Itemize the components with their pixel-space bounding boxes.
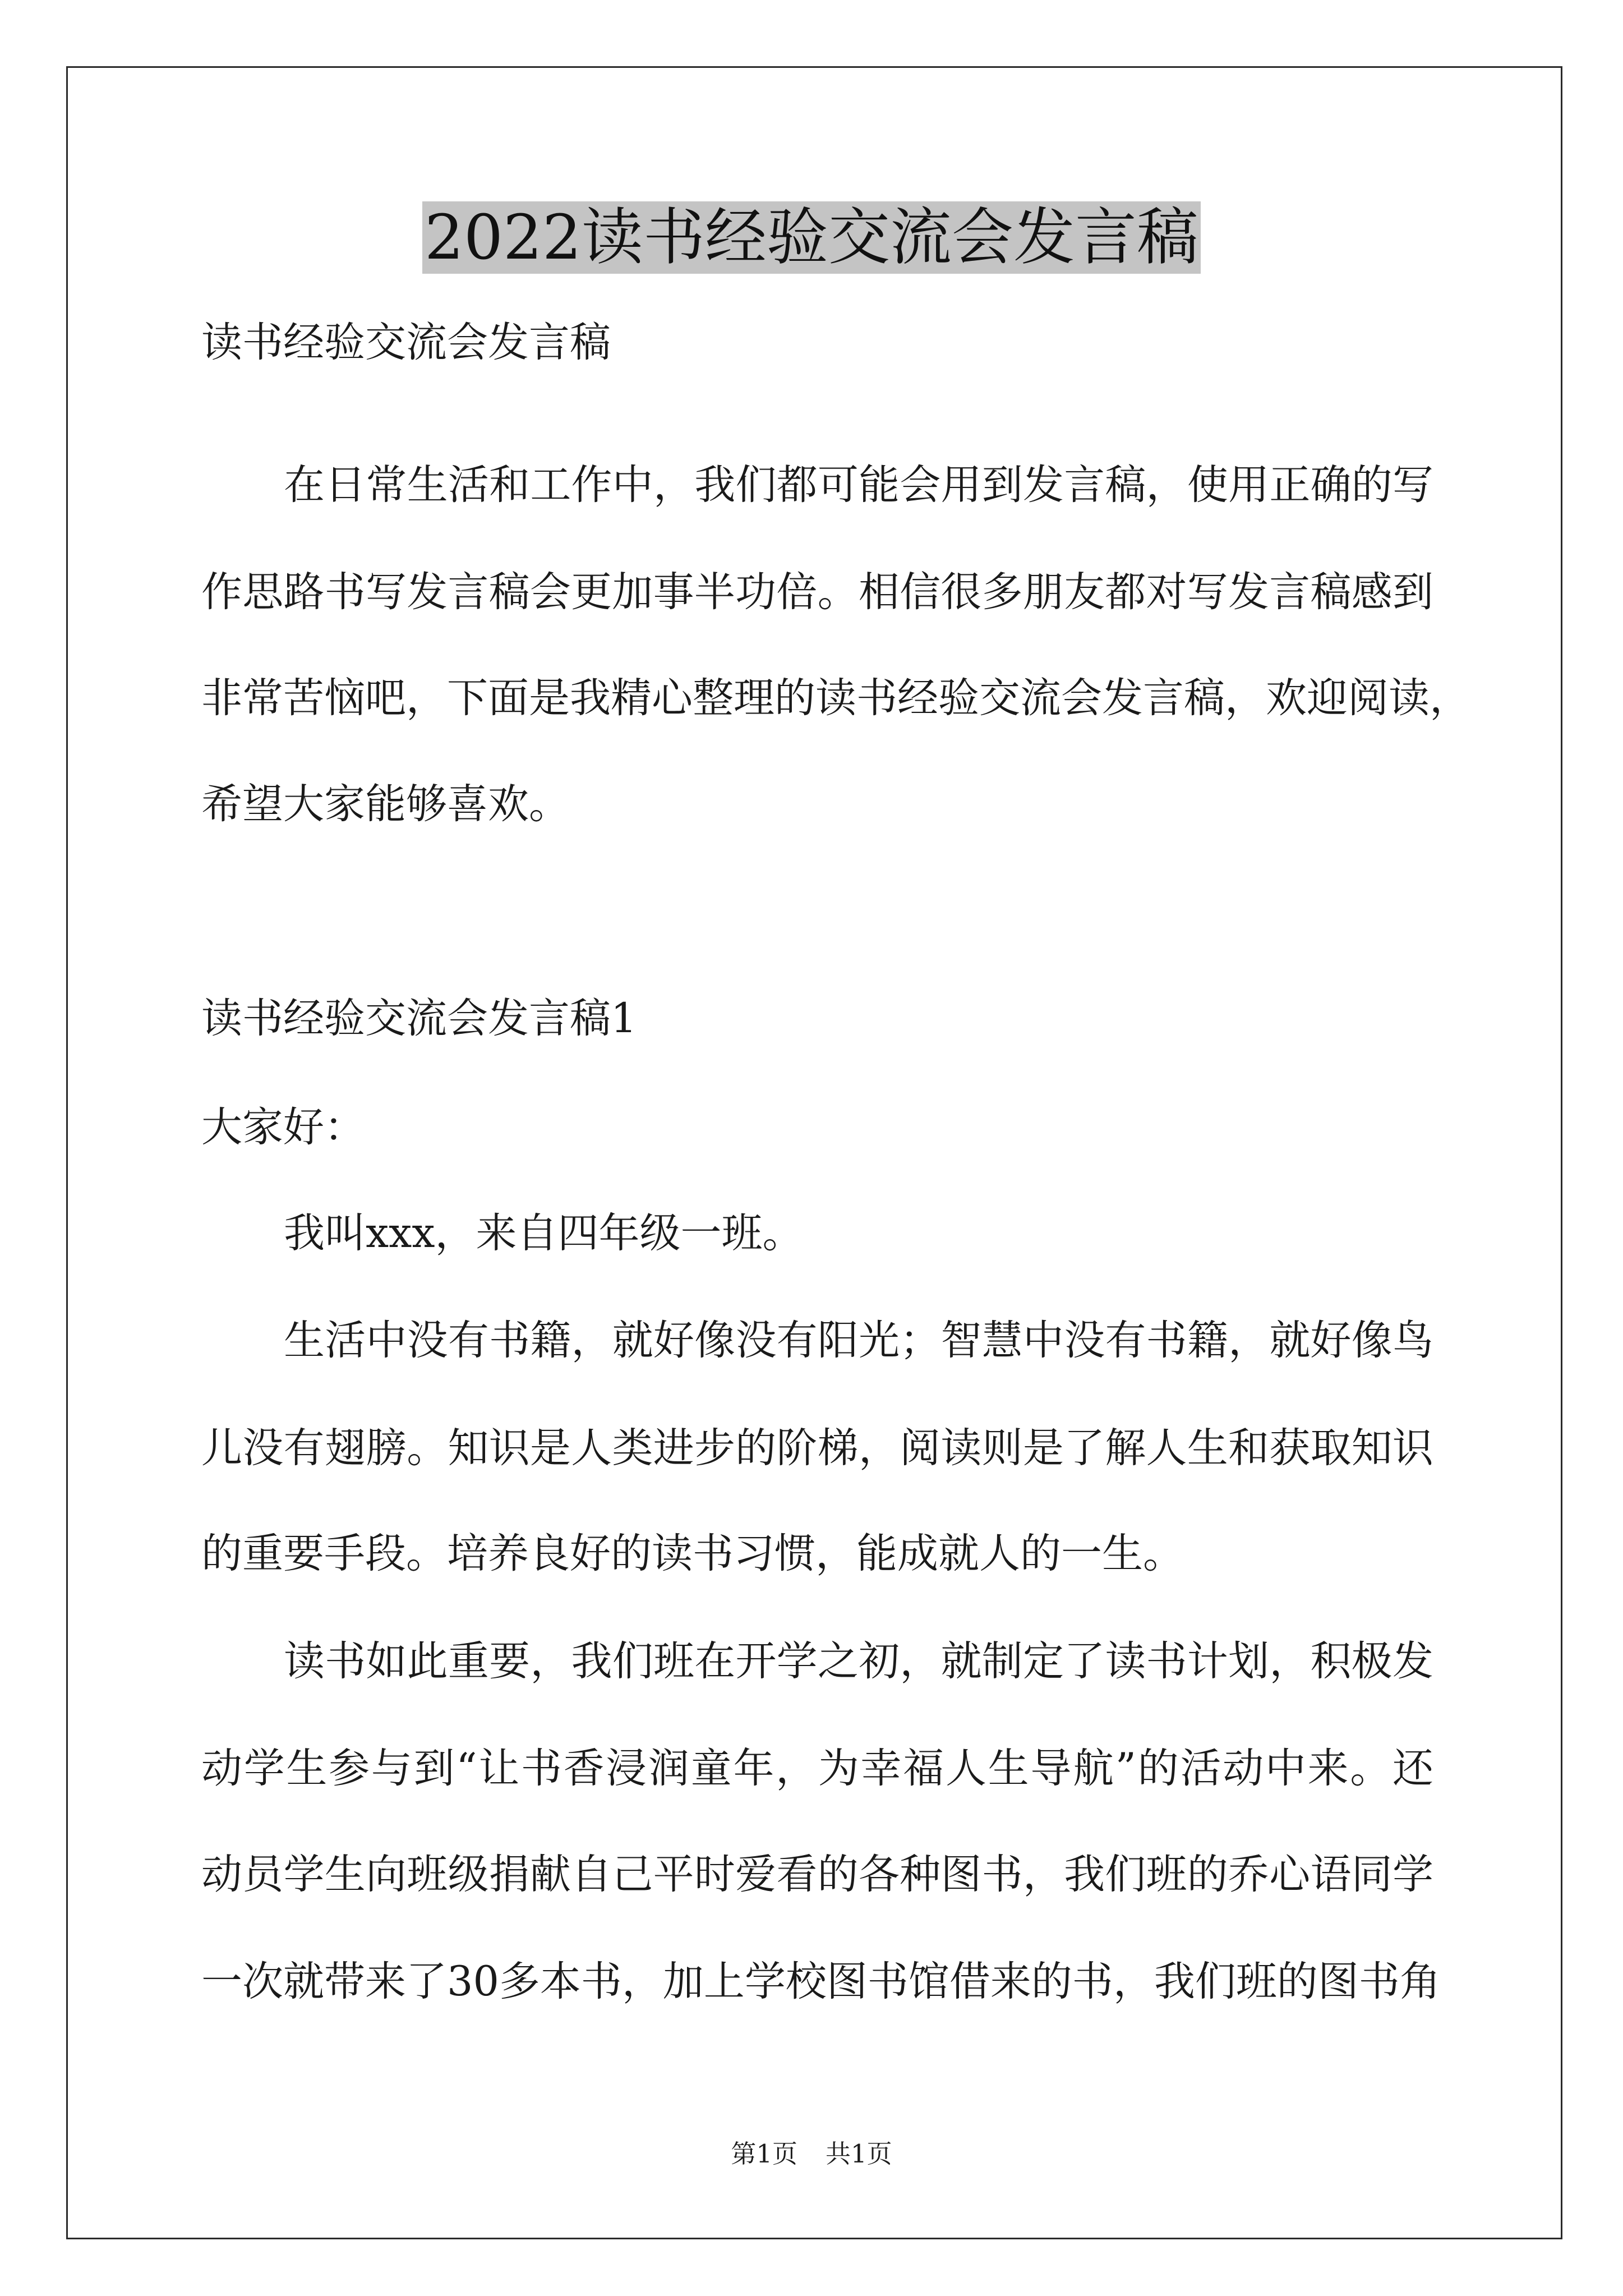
footer-page-number: 第1页 [731, 2139, 797, 2169]
intro-line-2: 作思路书写发言稿会更加事半功倍。相信很多朋友都对写发言稿感到 [201, 568, 1433, 616]
paragraph-2-line-2: 儿没有翅膀。知识是人类进步的阶梯，阅读则是了解人生和获取知识 [201, 1424, 1433, 1472]
greeting: 大家好： [201, 1103, 365, 1151]
footer-page-total: 共1页 [826, 2139, 892, 2169]
paragraph-3-line-2: 动学生参与到“让书香浸润童年，为幸福人生导航”的活动中来。还 [201, 1745, 1433, 1792]
intro-line-4: 希望大家能够喜欢。 [201, 780, 570, 828]
paragraph-3-line-3: 动员学生向班级捐献自己平时爱看的各种图书，我们班的乔心语同学 [201, 1851, 1433, 1898]
page-border [66, 66, 1562, 2239]
paragraph-2-line-1: 生活中没有书籍，就好像没有阳光；智慧中没有书籍，就好像鸟 [284, 1317, 1433, 1364]
paragraph-3-line-1: 读书如此重要，我们班在开学之初，就制定了读书计划，积极发 [284, 1637, 1433, 1685]
paragraph-1-line-1: 我叫xxx，来自四年级一班。 [284, 1209, 804, 1257]
document-heading: 读书经验交流会发言稿 [201, 319, 611, 366]
section-heading: 读书经验交流会发言稿1 [201, 995, 637, 1042]
paragraph-3-line-4: 一次就带来了30多本书，加上学校图书馆借来的书，我们班的图书角 [201, 1958, 1441, 2005]
title-container [0, 201, 1623, 274]
intro-line-1: 在日常生活和工作中，我们都可能会用到发言稿，使用正确的写 [284, 461, 1433, 509]
page-footer [0, 2139, 1623, 2169]
paragraph-2-line-3: 的重要手段。培养良好的读书习惯，能成就人的一生。 [201, 1530, 1184, 1577]
document-title: 2022读书经验交流会发言稿 [422, 201, 1201, 274]
intro-line-3: 非常苦恼吧，下面是我精心整理的读书经验交流会发言稿，欢迎阅读， [201, 674, 1470, 722]
